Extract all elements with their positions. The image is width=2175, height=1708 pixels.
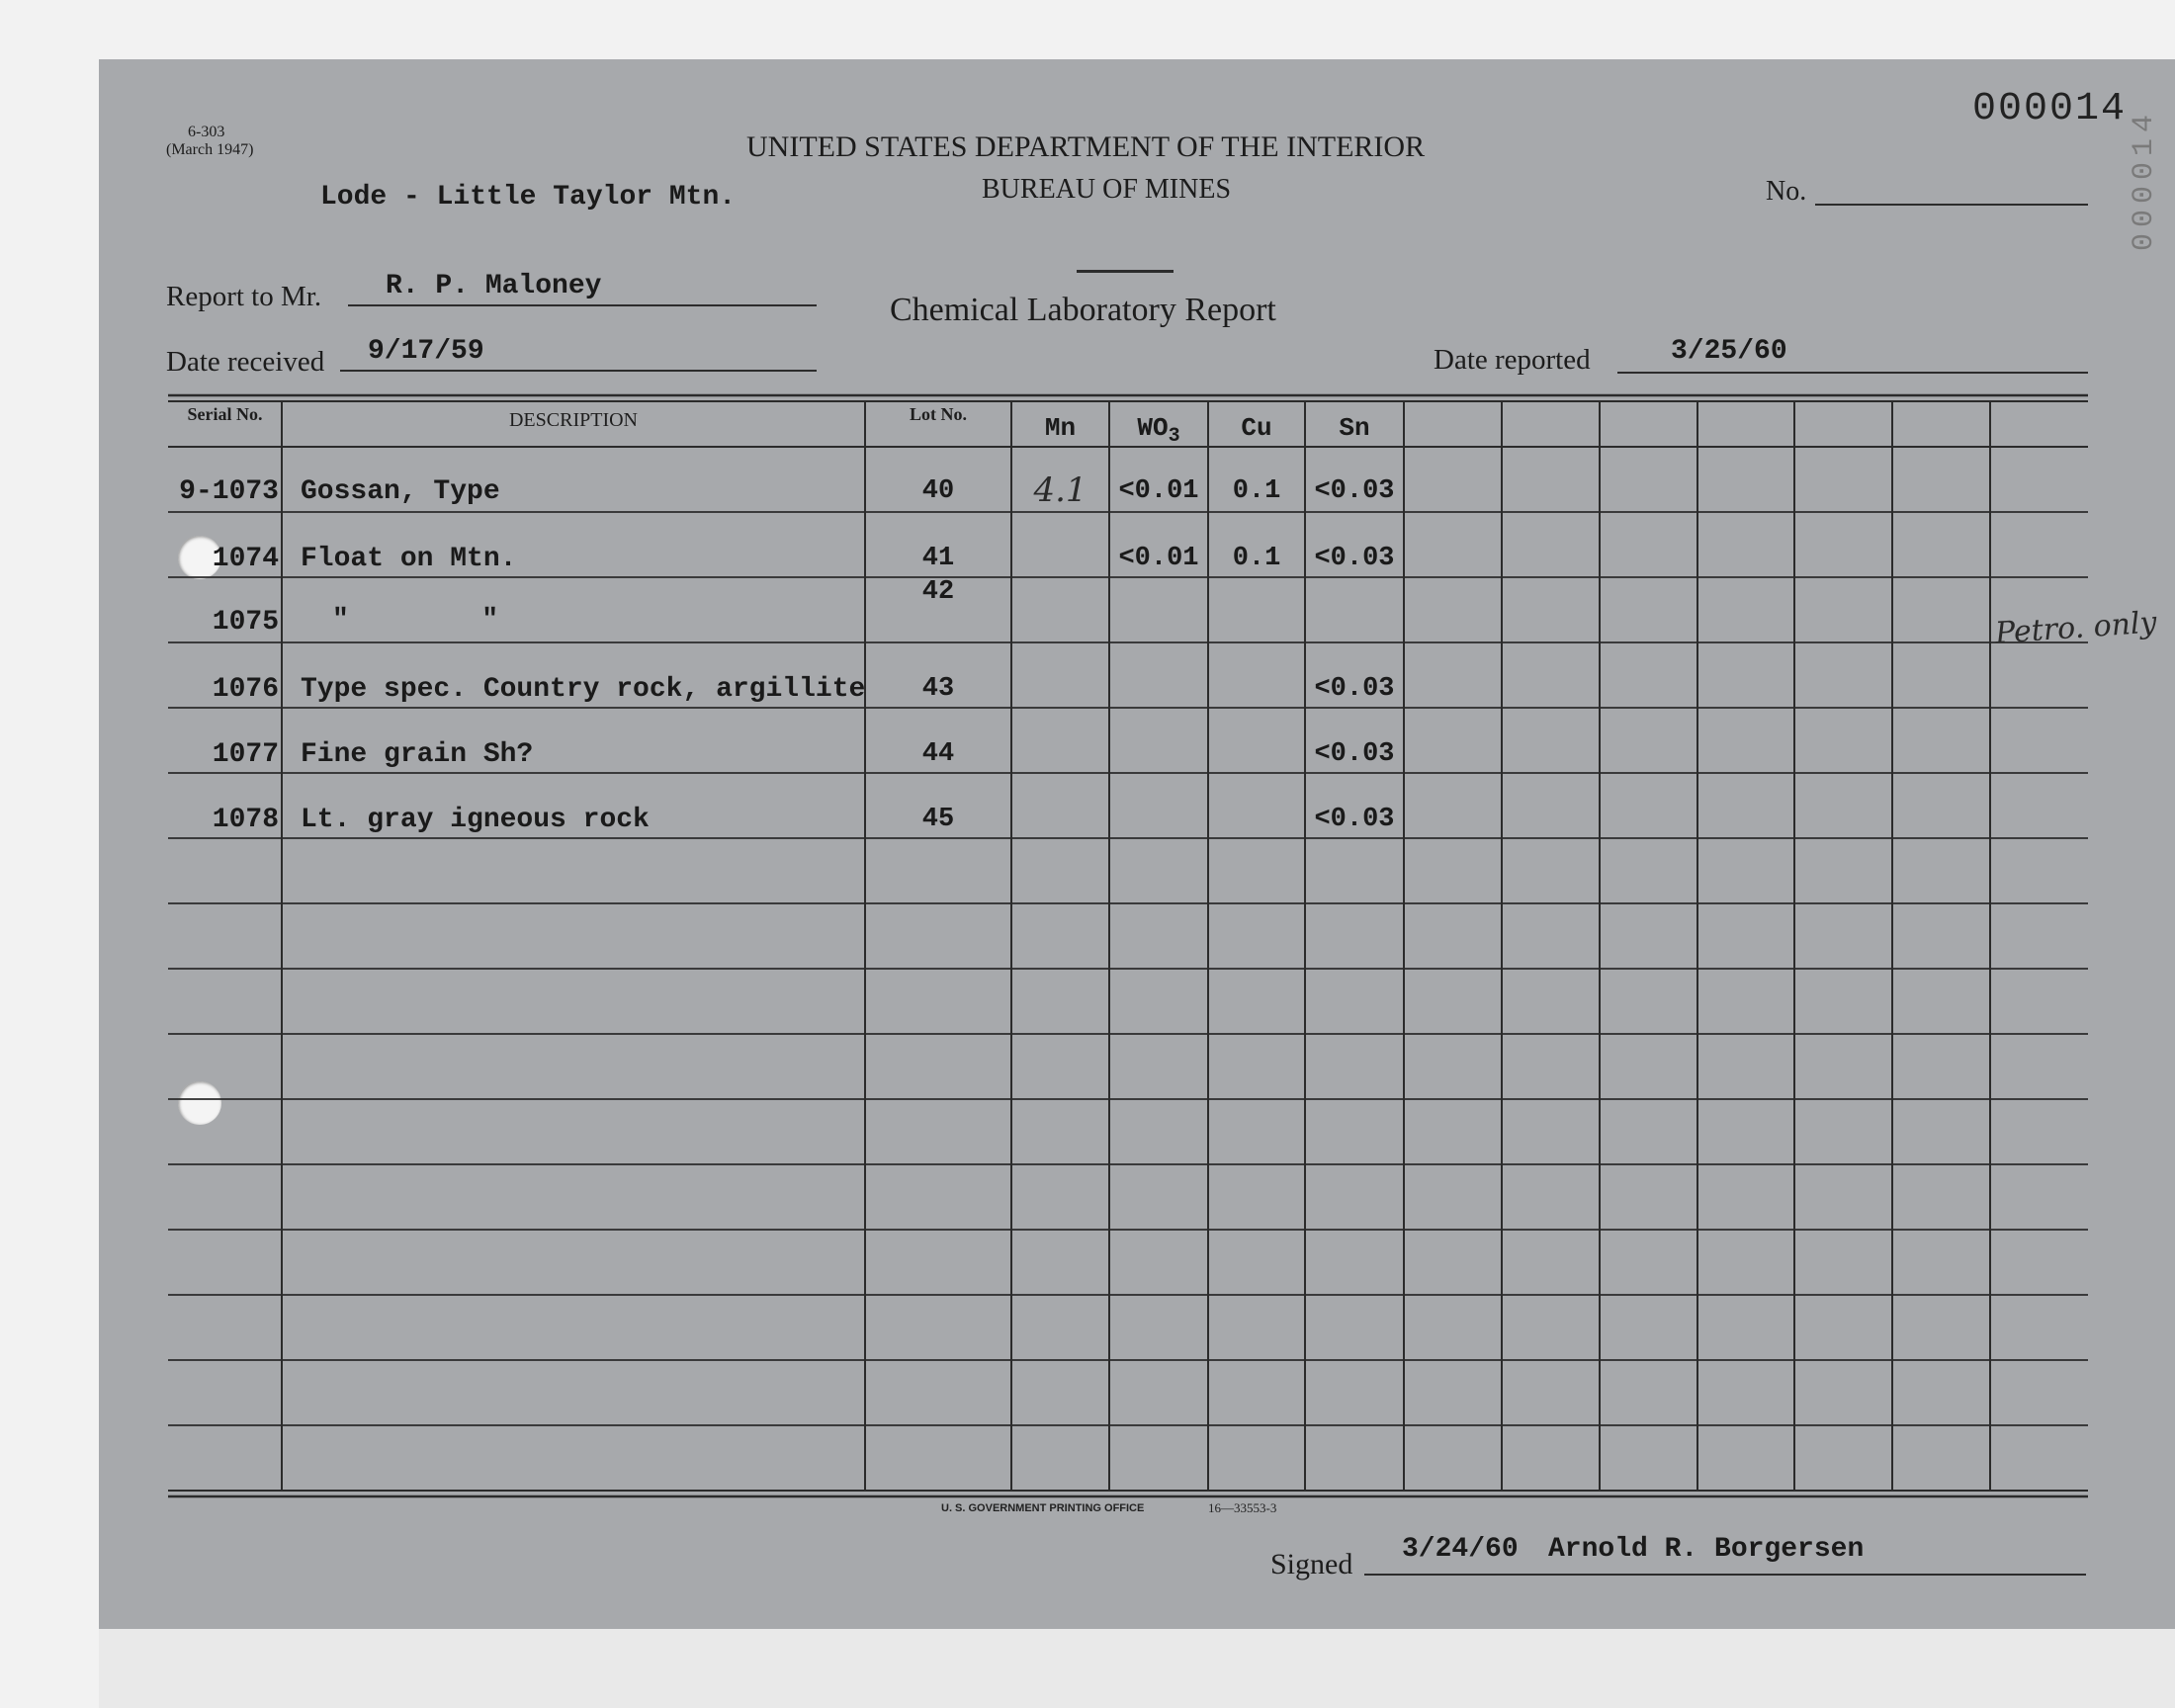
agency-title: UNITED STATES DEPARTMENT OF THE INTERIOR: [746, 130, 1426, 163]
cell-sn: <0.03: [1314, 805, 1395, 834]
cell-cu: 0.1: [1232, 476, 1281, 506]
date-reported-label: Date reported: [1434, 344, 1591, 376]
cell-lot: 45: [921, 805, 955, 834]
print-code: 16—33553-3: [1208, 1500, 1277, 1515]
header-sn: Sn: [1339, 413, 1370, 443]
cell-serial: 1075: [212, 607, 279, 638]
header-lot-no: Lot No.: [910, 404, 967, 424]
lode-name: Lode - Little Taylor Mtn.: [320, 182, 737, 213]
signed-date: 3/24/60: [1402, 1534, 1519, 1565]
side-number-stamp: 000014: [2128, 109, 2161, 252]
signed-name: Arnold R. Borgersen: [1548, 1534, 1865, 1565]
document-number-stamp: 000014: [1972, 87, 2128, 131]
cell-mn: 4.1: [1033, 470, 1088, 510]
cell-description: " ": [332, 605, 499, 636]
cell-serial: 1077: [212, 739, 279, 770]
report-to-value: R. P. Maloney: [386, 271, 602, 301]
date-received-label: Date received: [166, 346, 325, 378]
header-wo3: $WO_3$: [1137, 413, 1180, 449]
side-note: Petro. only: [1993, 605, 2158, 651]
cell-sn: <0.03: [1314, 476, 1395, 506]
cell-lot: 40: [921, 476, 955, 506]
cell-description: Gossan, Type: [301, 476, 500, 507]
report-title: Chemical Laboratory Report: [890, 292, 1276, 328]
cell-lot: 44: [921, 739, 955, 769]
header-serial-no: Serial No.: [187, 404, 263, 424]
signed-line: [1364, 1574, 2086, 1576]
no-label: No.: [1766, 176, 1807, 207]
form-date: (March 1947): [166, 141, 254, 158]
cell-sn: <0.03: [1314, 674, 1395, 704]
cell-lot: 43: [921, 674, 955, 704]
cell-sn: <0.03: [1314, 544, 1395, 573]
cell-serial: 1074: [212, 544, 279, 574]
date-received-value: 9/17/59: [368, 336, 484, 367]
cell-sn: <0.03: [1314, 739, 1395, 769]
cell-serial: 1078: [212, 805, 279, 835]
cell-description: Lt. gray igneous rock: [301, 805, 650, 835]
cell-wo3: <0.01: [1118, 476, 1199, 506]
header-cu: Cu: [1241, 413, 1272, 443]
cell-description: Type spec. Country rock, argillite: [301, 674, 866, 705]
signed-label: Signed: [1270, 1548, 1353, 1580]
cell-cu: 0.1: [1232, 544, 1281, 573]
form-number: 6-303: [188, 124, 225, 140]
cell-serial: 1076: [212, 674, 279, 705]
printing-office: U. S. GOVERNMENT PRINTING OFFICE: [941, 1502, 1145, 1514]
bureau-title: BUREAU OF MINES: [982, 174, 1232, 205]
cell-description: Fine grain Sh?: [301, 739, 534, 770]
cell-lot: 42: [921, 577, 955, 607]
cell-lot: 41: [921, 544, 955, 573]
header-mn: Mn: [1044, 413, 1077, 443]
cell-wo3: <0.01: [1118, 544, 1199, 573]
date-reported-value: 3/25/60: [1671, 336, 1787, 367]
header-description: DESCRIPTION: [508, 409, 638, 431]
cell-description: Float on Mtn.: [301, 544, 517, 574]
report-to-label: Report to Mr.: [166, 281, 322, 312]
cell-serial: 9-1073: [179, 476, 279, 507]
